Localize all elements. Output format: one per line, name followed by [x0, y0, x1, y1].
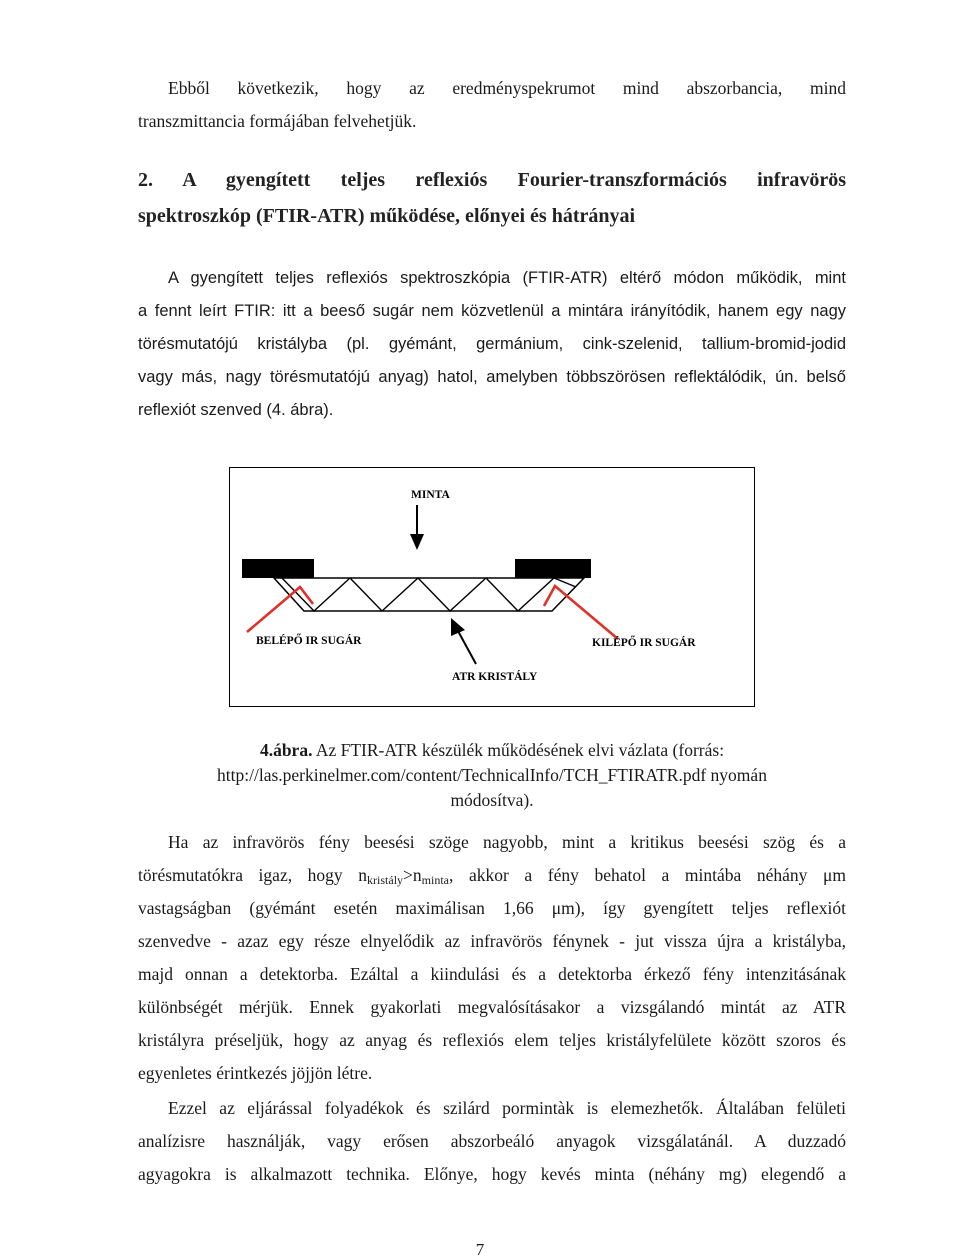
paragraph-1-line: vagy más, nagy törésmutatójú anyag) hatol, amelyben többszörösen reflektálódik, ún. belső: [138, 368, 846, 386]
clamp-left: [242, 559, 314, 578]
atr-diagram-svg: [230, 468, 754, 706]
paragraph-2-line-formula: [138, 859, 846, 892]
figure-caption: [138, 738, 846, 813]
caption-line-2: http://las.perkinelmer.com/content/TechnicalInfo/TCH_FTIRATR.pdf nyomán: [217, 765, 767, 785]
page-number: 7: [475, 1240, 485, 1259]
intro-line-2: transzmittancia formájában felvehetjük.: [138, 111, 417, 131]
crystal-arrow-head: [451, 618, 465, 636]
paragraph-2-line: különbségét mérjük. Ennek gyakorlati megvalósításakor a vizsgálandó mintát az ATR: [138, 997, 846, 1017]
section-heading-line-1: 2. A gyengített teljes reflexiós Fourier-transzformációs infravörös: [138, 169, 846, 191]
formula-text-b: >n: [403, 865, 422, 885]
paragraph-2: [138, 826, 846, 1090]
label-atr-crystal: ATR KRISTÁLY: [452, 671, 538, 683]
internal-reflection-path: [282, 578, 576, 611]
exiting-beam: [544, 586, 618, 639]
paragraph-1-line: a fennt leírt FTIR: itt a beeső sugár nem közvetlenül a mintára irányítódik, hanem egy nagy: [138, 302, 846, 320]
caption-text-1: Az FTIR-ATR készülék működésének elvi vázlata (forrás:: [315, 740, 725, 760]
intro-paragraph: [138, 72, 846, 138]
sample-arrow-head: [410, 534, 424, 550]
paragraph-2-line: egyenletes érintkezés jöjjön létre.: [138, 1063, 373, 1083]
formula-text-c: , akkor a fény behatol a mintába néhány μm: [448, 865, 846, 885]
paragraph-1: [138, 262, 846, 427]
paragraph-2-line: Ha az infravörös fény beesési szöge nagyobb, mint a kritikus beesési szög és a: [168, 832, 846, 852]
atr-crystal-outline: [274, 578, 584, 611]
label-exiting-beam: KILÉPŐ IR SUGÁR: [592, 637, 696, 649]
paragraph-1-line: törésmutatójú kristályba (pl. gyémánt, germánium, cink-szelenid, tallium-bromid-jodid: [138, 335, 846, 353]
section-heading-line-2: spektroszkóp (FTIR-ATR) működése, előnyei és hátrányai: [138, 205, 636, 227]
clamp-right: [515, 559, 591, 578]
crystal-arrow-shaft: [458, 631, 476, 664]
paragraph-3-line: analízisre használják, vagy erősen abszorbeáló anyagok vizsgálatánál. A duzzadó: [138, 1131, 846, 1151]
intro-line-1: Ebből következik, hogy az eredményspekrumot mind abszorbancia, mind: [168, 78, 846, 98]
caption-line-1: [138, 738, 846, 763]
formula-sub-crystal: kristály: [367, 873, 404, 887]
paragraph-1-line: reflexiót szenved (4. ábra).: [138, 401, 334, 419]
paragraph-3: [138, 1092, 846, 1191]
atr-diagram: [229, 467, 755, 707]
paragraph-2-line: vastagságban (gyémánt esetén maximálisan 1,66 μm), így gyengített teljes reflexiót: [138, 898, 846, 918]
paragraph-2-line: kristályra préseljük, hogy az anyag és reflexiós elem teljes kristályfelülete között szoros és: [138, 1030, 846, 1050]
section-heading: [138, 162, 846, 234]
label-entering-beam: BELÉPŐ IR SUGÁR: [256, 635, 362, 647]
formula-text-a: törésmutatókra igaz, hogy n: [138, 865, 368, 885]
paragraph-1-line: A gyengített teljes reflexiós spektroszkópia (FTIR-ATR) eltérő módon működik, mint: [168, 269, 846, 287]
paragraph-2-line: majd onnan a detektorba. Ezáltal a kiindulási és a detektorba érkező fény intenzitásának: [138, 964, 846, 984]
paragraph-3-line: Ezzel az eljárással folyadékok és szilárd pormintàk is elemezhetők. Általában felületi: [168, 1098, 846, 1118]
formula-sub-sample: minta: [421, 873, 449, 887]
caption-line-3: módosítva).: [450, 790, 534, 810]
paragraph-3-line: agyagokra is alkalmazott technika. Előnye, hogy kevés minta (néhány mg) elegendő a: [138, 1164, 846, 1184]
caption-number: 4.ábra.: [259, 740, 313, 760]
label-sample: MINTA: [411, 489, 450, 501]
paragraph-2-line: szenvedve - azaz egy része elnyelődik az infravörös fénynek - jut vissza újra a kristályba,: [138, 931, 846, 951]
